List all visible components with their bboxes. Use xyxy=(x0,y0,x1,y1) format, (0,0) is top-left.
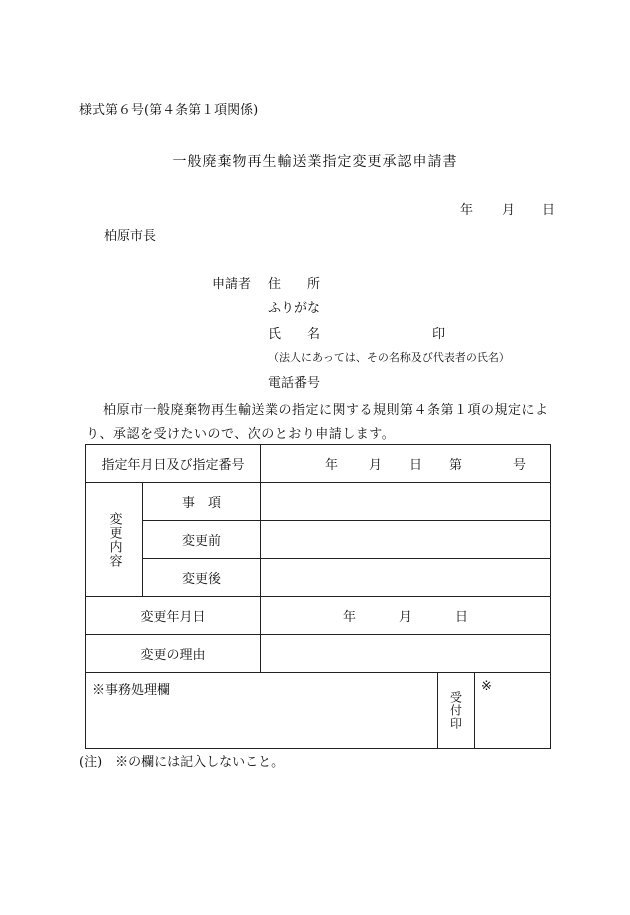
office-label: ※事務処理欄 xyxy=(92,683,171,698)
application-table xyxy=(85,444,551,749)
address-label: 住 所 xyxy=(268,277,321,292)
addressee: 柏原市長 xyxy=(104,229,157,244)
change-content-label: 変更内容 xyxy=(106,511,122,568)
office-use-cell xyxy=(86,673,438,749)
month-label: 月 xyxy=(502,203,516,218)
after-label: 変更後 xyxy=(143,559,261,597)
change-content-cell xyxy=(86,483,143,597)
change-day: 日 xyxy=(455,610,469,625)
before-value[interactable] xyxy=(261,521,551,559)
change-date-value[interactable] xyxy=(261,597,551,635)
corporate-note: （法人にあっては、その名称及び代表者の氏名） xyxy=(268,351,510,364)
after-value[interactable] xyxy=(261,559,551,597)
change-year: 年 xyxy=(343,610,357,625)
change-month: 月 xyxy=(399,610,413,625)
designation-year: 年 xyxy=(325,458,339,473)
year-label: 年 xyxy=(460,203,474,218)
applicant-label: 申請者 xyxy=(212,277,252,292)
day-label: 日 xyxy=(542,203,556,218)
furigana-label: ふりがな xyxy=(268,301,321,316)
receipt-stamp-cell xyxy=(475,673,551,749)
reason-value[interactable] xyxy=(261,635,551,673)
form-number: 様式第６号(第４条第１項関係) xyxy=(79,103,259,118)
designation-month: 月 xyxy=(369,458,383,473)
receipt-cell xyxy=(438,673,475,749)
mark: ※ xyxy=(481,679,492,694)
designation-day: 日 xyxy=(409,458,423,473)
form-title: 一般廃棄物再生輸送業指定変更承認申請書 xyxy=(172,154,458,170)
designation-no-prefix: 第 xyxy=(449,458,463,473)
reason-label: 変更の理由 xyxy=(86,635,261,673)
change-date-label: 変更年月日 xyxy=(86,597,261,635)
designation-label: 指定年月日及び指定番号 xyxy=(86,445,261,483)
designation-value[interactable] xyxy=(261,445,551,483)
item-label: 事 項 xyxy=(143,483,261,521)
phone-label: 電話番号 xyxy=(268,376,321,391)
before-label: 変更前 xyxy=(143,521,261,559)
seal-label: 印 xyxy=(432,327,446,342)
name-label: 氏 名 xyxy=(268,327,321,342)
body-text: 柏原市一般廃棄物再生輸送業の指定に関する規則第４条第１項の規定により、承認を受けたいので、次のとおり申請します。 xyxy=(86,403,549,442)
receipt-label: 受付印 xyxy=(448,691,463,730)
footnote: (注) ※の欄には記入しないこと。 xyxy=(79,755,285,770)
item-value[interactable] xyxy=(261,483,551,521)
application-date xyxy=(460,204,555,217)
designation-no-suffix: 号 xyxy=(513,458,527,473)
